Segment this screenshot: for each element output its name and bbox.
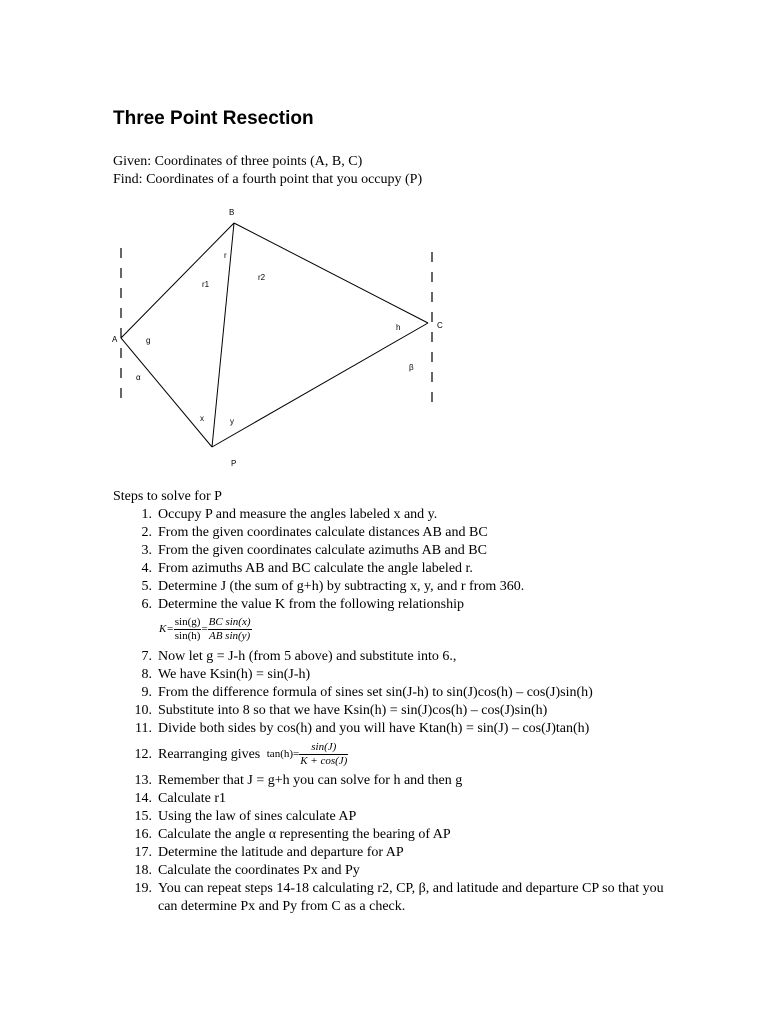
label-x: x	[200, 414, 204, 423]
label-c: C	[437, 321, 443, 330]
edge-ab	[121, 223, 234, 338]
steps-heading: Steps to solve for P	[113, 489, 222, 504]
label-b: B	[229, 208, 235, 217]
edge-bp	[212, 223, 234, 447]
step-item: 14. Calculate r1	[134, 791, 227, 806]
step-item: 13. Remember that J = g+h you can solve for h and then g	[134, 773, 463, 788]
step-item: 16. Calculate the angle α representing the bearing of AP	[134, 827, 451, 842]
steps-section	[113, 488, 673, 916]
step-item: 19. You can repeat steps 14-18 calculating r2, CP, β, and latitude and departure CP so that you can determine Px and Py from C as a check.	[134, 881, 664, 914]
step-item: 17. Determine the latitude and departure for AP	[134, 845, 404, 860]
find-line: Find: Coordinates of a fourth point that you occupy (P)	[113, 172, 423, 187]
steps-list	[113, 506, 673, 916]
edge-ap	[121, 338, 212, 447]
step-item: 18. Calculate the coordinates Px and Py	[134, 863, 360, 878]
label-p: P	[231, 459, 237, 468]
step-item: 6. Determine the value K from the following relationship	[141, 597, 464, 612]
label-g: g	[146, 336, 151, 345]
step-item: 1. Occupy P and measure the angles labeled x and y.	[141, 507, 438, 522]
label-r2: r2	[258, 273, 266, 282]
step-item: 8. We have Ksin(h) = sin(J-h)	[141, 667, 311, 682]
equation-tan: tan(h)= $\frac{\sin(J)}{K + \cos(J)}$	[266, 741, 348, 768]
label-alpha: α	[136, 373, 141, 382]
resection-diagram	[0, 0, 768, 480]
step-item: 10. Substitute into 8 so that we have Ksin(h) = sin(J)cos(h) – cos(J)sin(h)	[134, 703, 548, 718]
label-y: y	[230, 417, 234, 426]
given-line: Given: Coordinates of three points (A, B, C)	[113, 154, 363, 169]
label-r1: r1	[202, 280, 210, 289]
edge-cp	[212, 323, 428, 447]
label-r: r	[224, 251, 227, 260]
label-h: h	[396, 323, 401, 332]
step-item: 11. Divide both sides by cos(h) and you will have Ktan(h) = sin(J) – cos(J)tan(h)	[135, 721, 590, 736]
step-item: 5. Determine J (the sum of g+h) by subtracting x, y, and r from 360.	[141, 579, 525, 594]
label-a: A	[112, 335, 118, 344]
page-title: Three Point Resection	[113, 108, 314, 129]
step-item: 3. From the given coordinates calculate azimuths AB and BC	[141, 543, 487, 558]
step-item: 15. Using the law of sines calculate AP	[134, 809, 357, 824]
label-beta: β	[409, 363, 414, 372]
step-item: 12. Rearranging gives tan(h)= $\frac{\sin(J)}{K + \cos(J)}$	[134, 741, 348, 768]
equation-k: K= $\frac{\sin(g)}{\sin(h)}$ = $\frac{\text{BC sin(x)}}{\text{AB sin(y)}}$	[159, 616, 251, 642]
step-item: 9. From the difference formula of sines set sin(J-h) to sin(J)cos(h) – cos(J)sin(h)	[141, 685, 593, 700]
step-item: 4. From azimuths AB and BC calculate the angle labeled r.	[141, 561, 473, 576]
step-item: 2. From the given coordinates calculate distances AB and BC	[141, 525, 488, 540]
step-item: 7. Now let g = J-h (from 5 above) and substitute into 6.,	[141, 649, 457, 664]
